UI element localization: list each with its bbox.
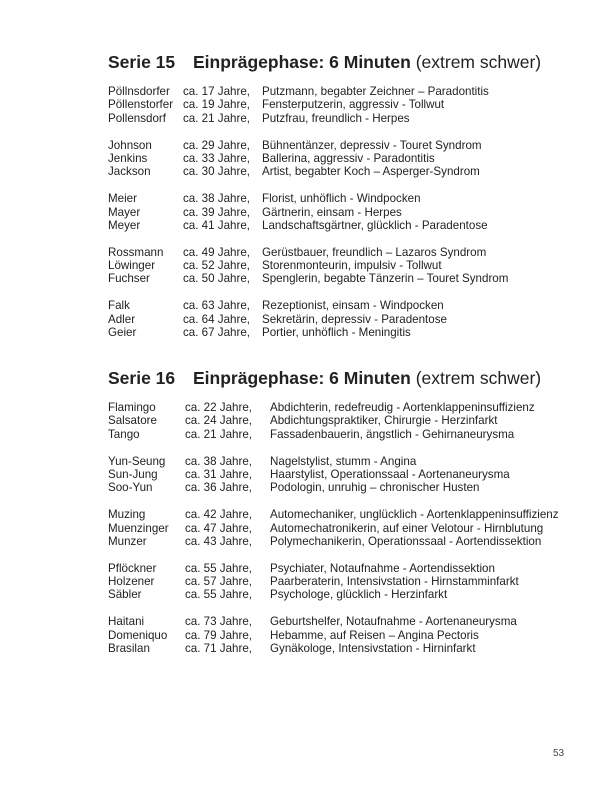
person-description: Rezeptionist, einsam - Windpocken: [262, 299, 444, 313]
person-row: [108, 575, 578, 588]
difficulty-label: (extrem schwer): [415, 52, 542, 72]
person-description: Florist, unhöflich - Windpocken: [262, 192, 421, 206]
person-row: [108, 562, 578, 575]
person-row: [108, 326, 578, 339]
person-name: Pöllenstorfer: [108, 98, 174, 112]
person-age: ca. 38 Jahre,: [183, 192, 251, 206]
person-age: ca. 73 Jahre,: [185, 615, 253, 629]
person-age: ca. 42 Jahre,: [185, 508, 253, 522]
person-name: Pollensdorf: [108, 111, 167, 125]
phase-duration: Einprägephase: 6 Minuten: [193, 52, 411, 72]
person-description: Psychologe, glücklich - Herzinfarkt: [270, 588, 448, 602]
person-row: [108, 468, 578, 481]
person-name: Yun-Seung: [108, 454, 166, 468]
person-description: Fassadenbauerin, ängstlich - Gehirnaneurysma: [270, 427, 515, 441]
person-age: ca. 50 Jahre,: [183, 272, 251, 286]
person-group: [108, 615, 578, 655]
series-label: Serie 16: [108, 368, 176, 388]
person-row: [108, 428, 578, 441]
person-age: ca. 22 Jahre,: [185, 401, 253, 414]
person-age: ca. 21 Jahre,: [185, 427, 253, 441]
person-age: ca. 41 Jahre,: [183, 218, 251, 232]
person-description: Haarstylist, Operationssaal - Aortenaneurysma: [270, 467, 510, 481]
person-description: Ballerina, aggressiv - Paradontitis: [262, 151, 435, 165]
person-description: Abdichtungspraktiker, Chirurgie - Herzinfarkt: [270, 414, 498, 428]
person-description: Gerüstbauer, freundlich – Lazaros Syndrom: [262, 245, 487, 259]
person-age: ca. 30 Jahre,: [183, 165, 251, 179]
person-description: Hebamme, auf Reisen – Angina Pectoris: [270, 628, 479, 642]
person-age: ca. 49 Jahre,: [183, 245, 251, 259]
person-name: Pöllnsdorfer: [108, 85, 170, 98]
person-row: [108, 259, 578, 272]
person-description: Landschaftsgärtner, glücklich - Paradentose: [262, 218, 488, 232]
person-description: Sekretärin, depressiv - Paradentose: [262, 312, 447, 326]
person-description: Fensterputzerin, aggressiv - Tollwut: [262, 98, 445, 112]
person-row: [108, 313, 578, 326]
person-name: Jackson: [108, 165, 151, 179]
person-name: Rossmann: [108, 245, 164, 259]
person-row: [108, 299, 578, 312]
person-row: [108, 152, 578, 165]
person-description: Geburtshelfer, Notaufnahme - Aortenaneurysma: [270, 615, 517, 629]
phase-duration: Einprägephase: 6 Minuten: [193, 368, 411, 388]
person-group: [108, 562, 578, 602]
person-name: Adler: [108, 312, 136, 326]
person-name: Haitani: [108, 615, 145, 629]
person-row: [108, 165, 578, 178]
person-group: [108, 299, 578, 339]
person-row: [108, 401, 578, 414]
person-description: Gynäkologe, Intensivstation - Hirninfarkt: [270, 642, 476, 656]
person-row: [108, 414, 578, 427]
person-age: ca. 79 Jahre,: [185, 628, 253, 642]
person-description: Nagelstylist, stumm - Angina: [270, 454, 417, 468]
person-description: Storenmonteurin, impulsiv - Tollwut: [262, 259, 442, 273]
person-row: [108, 455, 578, 468]
person-age: ca. 67 Jahre,: [183, 326, 251, 340]
person-name: Soo-Yun: [108, 481, 153, 495]
phase-heading: [193, 366, 541, 390]
person-row: [108, 206, 578, 219]
person-row: [108, 85, 578, 98]
person-row: [108, 246, 578, 259]
person-name: Brasilan: [108, 642, 150, 656]
person-name: Muenzinger: [108, 521, 169, 535]
series-title: [108, 50, 578, 74]
person-name: Johnson: [108, 138, 152, 152]
person-group: [108, 508, 578, 548]
person-group: [108, 455, 578, 495]
person-description: Polymechanikerin, Operationssaal - Aortendissektion: [270, 534, 542, 548]
person-description: Portier, unhöflich - Meningitis: [262, 326, 411, 340]
person-name: Löwinger: [108, 259, 156, 273]
person-age: ca. 47 Jahre,: [185, 521, 253, 535]
person-name: Falk: [108, 299, 130, 313]
person-description: Gärtnerin, einsam - Herpes: [262, 205, 402, 219]
person-description: Paarberaterin, Intensivstation - Hirnstamminfarkt: [270, 575, 519, 589]
person-name: Geier: [108, 326, 137, 340]
person-row: [108, 508, 578, 521]
person-description: Bühnentänzer, depressiv - Touret Syndrom: [262, 138, 482, 152]
person-row: [108, 642, 578, 655]
person-group: [108, 85, 578, 125]
person-name: Sun-Jung: [108, 467, 158, 481]
series-title: [108, 366, 578, 390]
person-row: [108, 629, 578, 642]
person-age: ca. 38 Jahre,: [185, 454, 253, 468]
person-description: Podologin, unruhig – chronischer Husten: [270, 481, 480, 495]
series-16-section: [108, 366, 578, 669]
person-age: ca. 55 Jahre,: [185, 588, 253, 602]
person-description: Psychiater, Notaufnahme - Aortendissektion: [270, 561, 495, 575]
person-age: ca. 43 Jahre,: [185, 534, 253, 548]
person-name: Fuchser: [108, 272, 150, 286]
person-name: Holzener: [108, 575, 155, 589]
person-name: Salsatore: [108, 414, 157, 428]
person-name: Meier: [108, 192, 137, 206]
person-name: Tango: [108, 427, 140, 441]
person-age: ca. 33 Jahre,: [183, 151, 251, 165]
person-group: [108, 246, 578, 286]
series-label: Serie 15: [108, 52, 176, 72]
person-age: ca. 21 Jahre,: [183, 111, 251, 125]
person-name: Meyer: [108, 218, 141, 232]
person-age: ca. 55 Jahre,: [185, 561, 253, 575]
person-description: Putzmann, begabter Zeichner – Paradontitis: [262, 85, 489, 98]
person-row: [108, 535, 578, 548]
person-group: [108, 401, 578, 441]
person-list: [108, 85, 578, 339]
difficulty-label: (extrem schwer): [415, 368, 542, 388]
person-name: Pflöckner: [108, 561, 157, 575]
person-name: Säbler: [108, 588, 142, 602]
phase-heading: [193, 50, 541, 74]
person-name: Jenkins: [108, 151, 148, 165]
person-name: Muzing: [108, 508, 146, 522]
person-name: Flamingo: [108, 401, 156, 414]
person-description: Automechatronikerin, auf einer Velotour - Hirnblutung: [270, 521, 544, 535]
person-name: Munzer: [108, 534, 147, 548]
person-description: Spenglerin, begabte Tänzerin – Touret Syndrom: [262, 272, 509, 286]
person-row: [108, 112, 578, 125]
person-age: ca. 39 Jahre,: [183, 205, 251, 219]
person-age: ca. 71 Jahre,: [185, 642, 253, 656]
person-age: ca. 29 Jahre,: [183, 138, 251, 152]
person-row: [108, 588, 578, 601]
person-name: Mayer: [108, 205, 141, 219]
person-age: ca. 24 Jahre,: [185, 414, 253, 428]
person-group: [108, 139, 578, 179]
person-age: ca. 17 Jahre,: [183, 85, 251, 98]
person-row: [108, 98, 578, 111]
person-row: [108, 481, 578, 494]
person-age: ca. 52 Jahre,: [183, 259, 251, 273]
person-description: Automechaniker, unglücklich - Aortenklappeninsuffizienz: [270, 508, 559, 522]
person-name: Domeniquo: [108, 628, 168, 642]
person-row: [108, 272, 578, 285]
person-group: [108, 192, 578, 232]
page-number: 53: [553, 748, 565, 759]
person-description: Abdichterin, redefreudig - Aortenklappeninsuffizienz: [270, 401, 535, 414]
person-age: ca. 64 Jahre,: [183, 312, 251, 326]
person-row: [108, 522, 578, 535]
person-row: [108, 192, 578, 205]
person-age: ca. 36 Jahre,: [185, 481, 253, 495]
person-age: ca. 63 Jahre,: [183, 299, 251, 313]
person-age: ca. 31 Jahre,: [185, 467, 253, 481]
person-row: [108, 219, 578, 232]
person-description: Putzfrau, freundlich - Herpes: [262, 111, 410, 125]
person-row: [108, 139, 578, 152]
person-description: Artist, begabter Koch – Asperger-Syndrom: [262, 165, 480, 179]
series-15-section: [108, 50, 578, 353]
person-row: [108, 615, 578, 628]
person-list: [108, 401, 578, 655]
person-age: ca. 57 Jahre,: [185, 575, 253, 589]
person-age: ca. 19 Jahre,: [183, 98, 251, 112]
